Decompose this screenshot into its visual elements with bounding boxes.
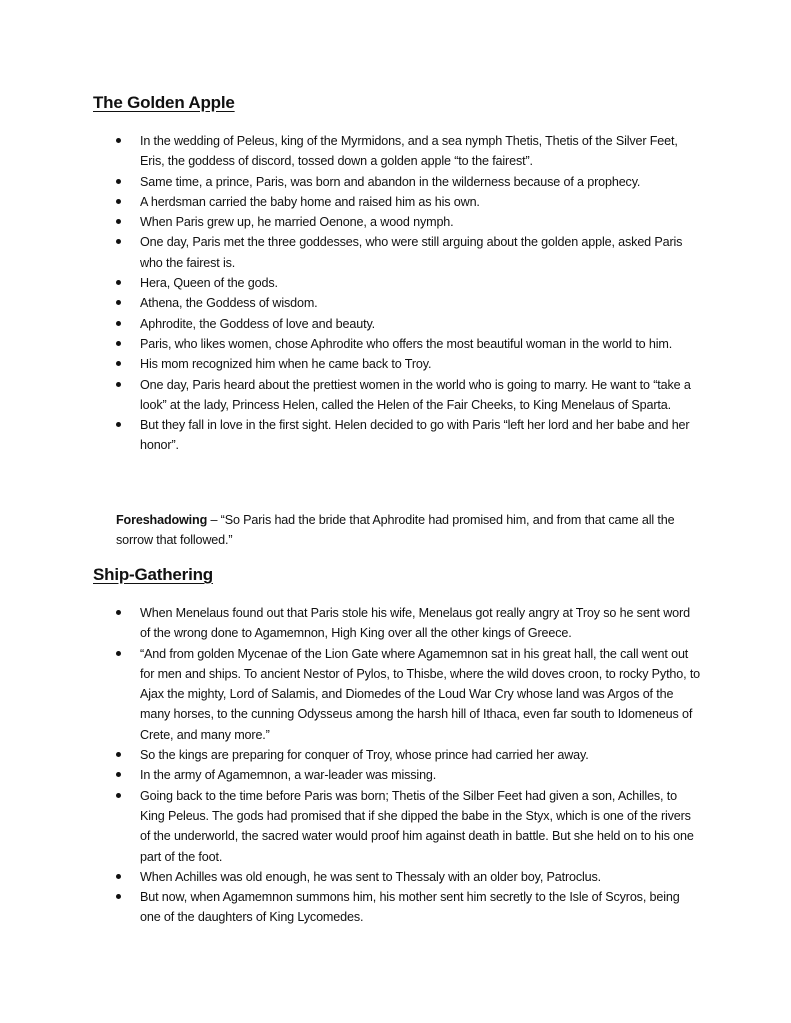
list-item-text: Hera, Queen of the gods. xyxy=(140,276,278,291)
list-item xyxy=(0,354,791,374)
bullet-icon xyxy=(116,321,121,326)
bullet-icon xyxy=(116,874,121,879)
bullet-icon xyxy=(116,179,121,184)
list-item-text: But now, when Agamemnon summons him, his mother sent him secretly to the Isle of Scyros, being one of the daughters of King Lycomedes. xyxy=(140,890,680,925)
bullet-icon xyxy=(116,361,121,366)
bullet-icon xyxy=(116,382,121,387)
bullet-icon xyxy=(116,138,121,143)
bullet-icon xyxy=(116,239,121,244)
list-item-text: Aphrodite, the Goddess of love and beauty. xyxy=(140,316,376,331)
list-item-text: Athena, the Goddess of wisdom. xyxy=(140,296,318,311)
list-item xyxy=(0,192,791,212)
list-item-text: One day, Paris heard about the prettiest women in the world who is going to marry. He want to “take a look” at the lady, Princess Helen, called the Helen of the Fair Cheeks, to King Menelaus of Sparta. xyxy=(140,377,691,412)
foreshadowing-label: Foreshadowing xyxy=(116,513,208,527)
bullet-icon xyxy=(116,772,121,777)
bullet-icon xyxy=(116,219,121,224)
foreshadowing-paragraph xyxy=(116,510,706,551)
list-item xyxy=(0,415,791,456)
bullet-icon xyxy=(116,793,121,798)
list-item xyxy=(0,375,791,416)
list-item-text: In the wedding of Peleus, king of the Myrmidons, and a sea nymph Thetis, Thetis of the Silver Feet, Eris, the goddess of discord, tossed down a golden apple “to the fairest”. xyxy=(140,134,678,169)
section-heading-golden-apple: The Golden Apple xyxy=(93,93,235,112)
list-item xyxy=(0,293,791,313)
list-item-text: Going back to the time before Paris was born; Thetis of the Silber Feet had given a son, Achilles, to King Peleus. The gods had promised that if she dipped the babe in the Styx, which is one of the rivers of the underworld, the sacred water would proof him against death in battle. But she held on to his one part of the foot. xyxy=(140,788,694,864)
bullet-icon xyxy=(116,199,121,204)
list-item xyxy=(0,867,791,887)
bullet-list-golden-apple xyxy=(0,131,791,456)
bullet-icon xyxy=(116,341,121,346)
bullet-icon xyxy=(116,610,121,615)
list-item xyxy=(0,745,791,765)
list-item xyxy=(0,887,791,928)
list-item-text: When Menelaus found out that Paris stole his wife, Menelaus got really angry at Troy so he sent word of the wrong done to Agamemnon, High King over all the other kings of Greece. xyxy=(140,606,690,641)
list-item xyxy=(0,603,791,644)
list-item xyxy=(0,765,791,785)
list-item-text: “And from golden Mycenae of the Lion Gate where Agamemnon sat in his great hall, the call went out for men and ships. To ancient Nestor of Pylos, to Thisbe, where the wild doves croon, to rocky Pytho, to Ajax the mighty, Lord of Salamis, and Diomedes of the Loud War Cry whose land was Argos of the many horses, to the cunning Odysseus among the harsh hill of Ithaca, even far south to Idomeneus of Crete, and many more.” xyxy=(140,646,701,742)
list-item xyxy=(0,644,791,745)
bullet-icon xyxy=(116,280,121,285)
list-item xyxy=(0,212,791,232)
list-item xyxy=(0,131,791,172)
list-item xyxy=(0,314,791,334)
list-item xyxy=(0,273,791,293)
list-item xyxy=(0,334,791,354)
bullet-icon xyxy=(116,752,121,757)
bullet-icon xyxy=(116,422,121,427)
bullet-icon xyxy=(116,651,121,656)
list-item-text: When Paris grew up, he married Oenone, a wood nymph. xyxy=(140,215,454,230)
bullet-icon xyxy=(116,894,121,899)
bullet-icon xyxy=(116,300,121,305)
list-item-text: In the army of Agamemnon, a war-leader was missing. xyxy=(140,768,437,783)
list-item xyxy=(0,172,791,192)
foreshadowing-quote: – “So Paris had the bride that Aphrodite had promised him, and from that came all the sorrow that followed.” xyxy=(116,513,675,548)
bullet-list-ship-gathering xyxy=(0,603,791,928)
list-item-text: One day, Paris met the three goddesses, who were still arguing about the golden apple, asked Paris who the fairest is. xyxy=(140,235,683,270)
list-item-text: His mom recognized him when he came back to Troy. xyxy=(140,357,432,372)
list-item-text: So the kings are preparing for conquer of Troy, whose prince had carried her away. xyxy=(140,748,589,763)
list-item-text: When Achilles was old enough, he was sent to Thessaly with an older boy, Patroclus. xyxy=(140,869,602,884)
list-item xyxy=(0,232,791,273)
list-item-text: A herdsman carried the baby home and raised him as his own. xyxy=(140,194,480,209)
list-item-text: But they fall in love in the first sight. Helen decided to go with Paris “left her lord and her babe and her honor”. xyxy=(140,418,690,453)
list-item-text: Paris, who likes women, chose Aphrodite who offers the most beautiful woman in the world to him. xyxy=(140,336,673,351)
list-item xyxy=(0,786,791,867)
section-heading-ship-gathering: Ship-Gathering xyxy=(93,565,213,584)
list-item-text: Same time, a prince, Paris, was born and abandon in the wilderness because of a prophecy. xyxy=(140,174,641,189)
